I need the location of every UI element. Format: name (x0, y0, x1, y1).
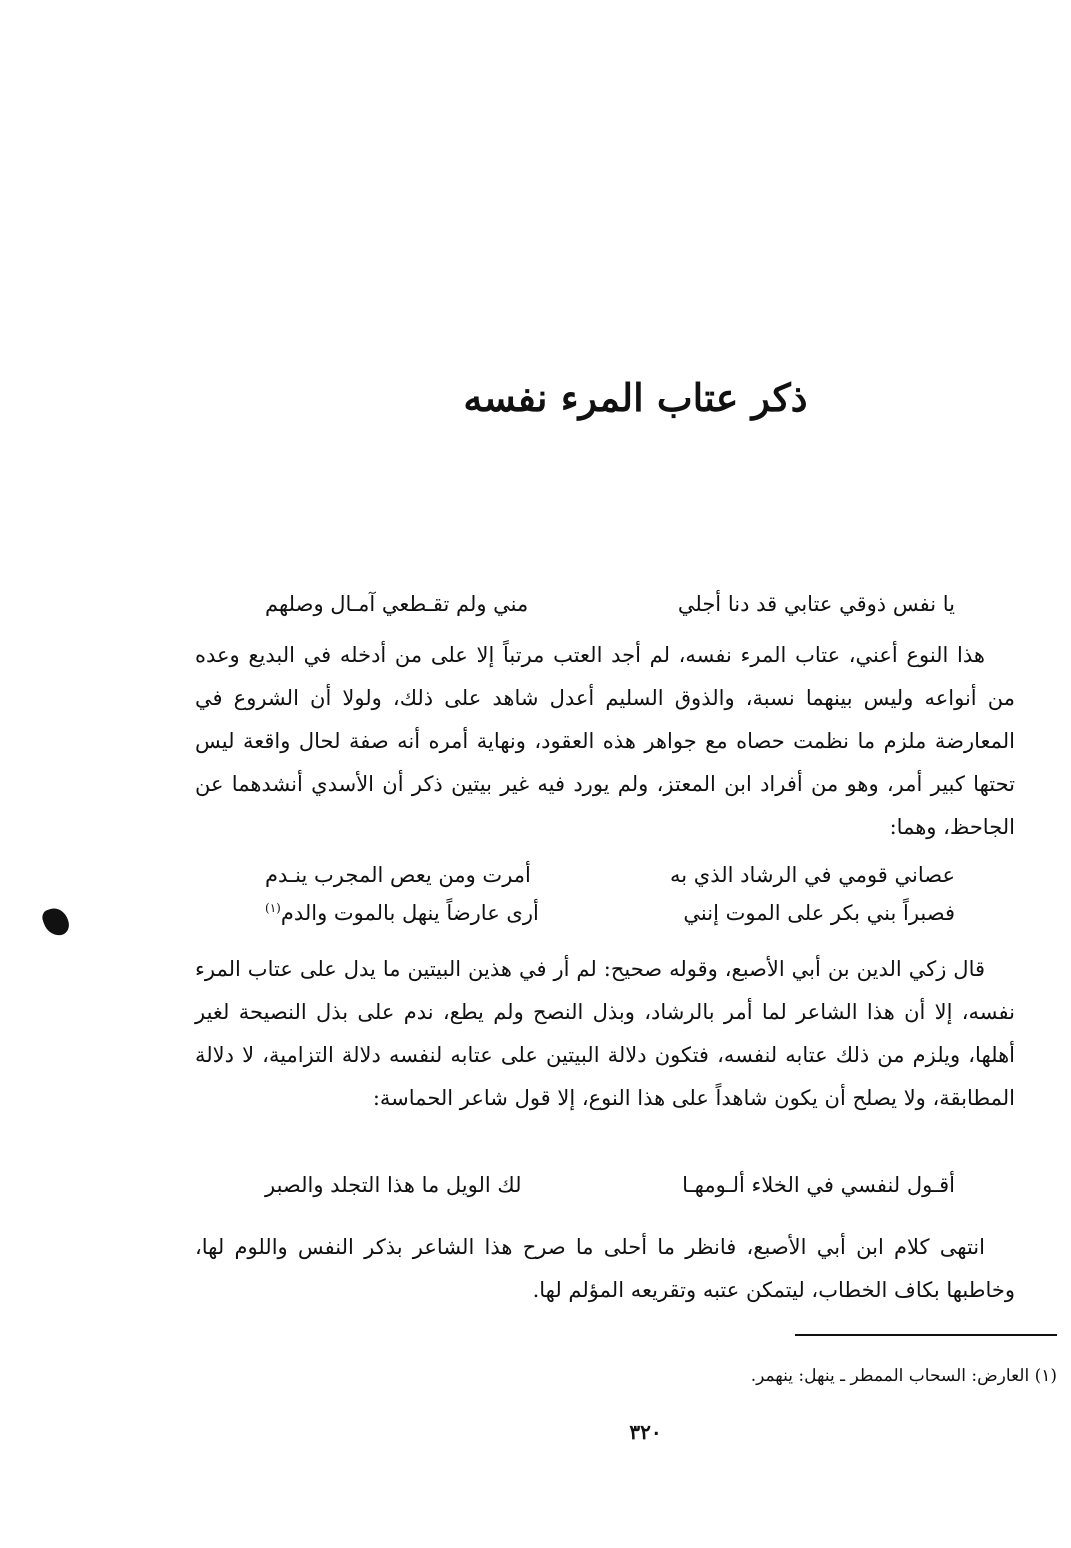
footnote: (١) العارض: السحاب الممطر ـ ينهل: ينهمر. (750, 1366, 1057, 1386)
verse-line (195, 856, 1015, 894)
verse-second-hemistich: أرى عارضاً ينهل بالموت والدم (280, 901, 539, 925)
verse-second-hemistich: مني ولم تقـطعي آمـال وصلهم (265, 592, 529, 616)
chapter-title: ذكر عتاب المرء نفسه (463, 375, 808, 420)
verse-three (195, 1166, 1015, 1204)
verse-first-hemistich: فصبراً بني بكر على الموت إنني (683, 901, 955, 925)
paragraph-one: هذا النوع أعني، عتاب المرء نفسه، لم أجد العتب مرتباً إلا على من أدخله في البديع وعده من أنواعه وليس بينهما نسبة، والذوق السليم أعدل شاهد على ذلك، ولولا أن الشروع في المعارضة ملزم ما نظمت حصاه مع جواهر هذه العقود، ونهاية أمره أنه صفة لحال واقعة ليس تحتها كبير أمر، وهو من أفراد ابن المعتز، ولم يورد فيه غير بيتين ذكر أن الأسدي أنشدهما عن الجاحظ، وهما: (195, 643, 1015, 839)
footnote-divider (795, 1334, 1057, 1336)
verse-second-hemistich-with-note (265, 894, 539, 932)
verse-second-hemistich: لك الويل ما هذا التجلد والصبر (265, 1173, 522, 1197)
verses-two (195, 856, 1015, 932)
opening-verse (195, 585, 1015, 623)
ink-blot-mark (40, 905, 71, 939)
paragraph-two: قال زكي الدين بن أبي الأصبع، وقوله صحيح: لم أر في هذين البيتين ما يدل على عتاب المرء نفسه، إلا أن هذا الشاعر لما أمر بالرشاد، وبذل النصح ولم يطع، ندم على بذل النصيحة لغير أهلها، ويلزم من ذلك عتابه لنفسه، فتكون دلالة البيتين على عتابه لنفسه دلالة التزامية، لا دلالة المطابقة، ولا يصلح أن يكون شاهداً على هذا النوع، إلا قول شاعر الحماسة: (195, 957, 1015, 1110)
verse-line (195, 894, 1015, 932)
verse-second-hemistich: أمرت ومن يعص المجرب ينـدم (265, 863, 531, 887)
paragraph-three-block (195, 1226, 1015, 1312)
paragraph-three: انتهى كلام ابن أبي الأصبع، فانظر ما أحلى ما صرح هذا الشاعر بذكر النفس واللوم لها، وخاطبها بكاف الخطاب، ليتمكن عتبه وتقريعه المؤلم لها. (195, 1235, 1015, 1302)
paragraph-one-block (195, 634, 1015, 849)
verse-line (195, 1166, 1015, 1204)
verse-first-hemistich: يا نفس ذوقي عتابي قد دنا أجلي (677, 592, 955, 616)
verse-first-hemistich: أقـول لنفسي في الخلاء ألـومهـا (682, 1173, 955, 1197)
paragraph-two-block (195, 948, 1015, 1120)
verse-first-hemistich: عصاني قومي في الرشاد الذي به (669, 863, 955, 887)
verse-line (195, 585, 1015, 623)
page-number: ٣٢٠ (629, 1420, 662, 1444)
footnote-marker: (١) (265, 901, 281, 915)
